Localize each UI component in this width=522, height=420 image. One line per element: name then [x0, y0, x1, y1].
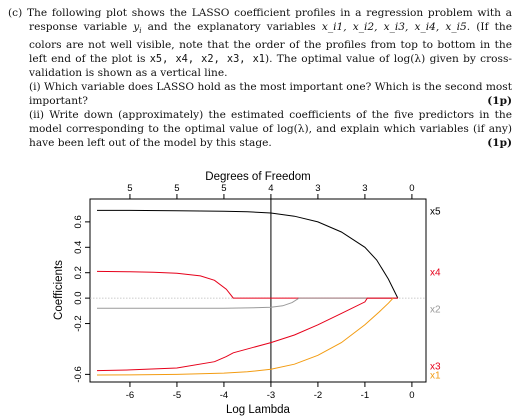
intro-text-1: The following plot shows the LASSO coefficient profiles in a regression problem with a response variable: [26, 7, 512, 33]
y-axis: [73, 215, 90, 382]
part-i-points: (1p): [487, 95, 512, 108]
top-tick-label: 5: [221, 183, 227, 194]
y-tick-label: -0.6: [73, 366, 84, 383]
top-axis-title: Degrees of Freedom: [205, 171, 311, 183]
top-axis: [127, 183, 414, 199]
top-tick-label: 0: [409, 183, 415, 194]
intro-text-4: ). The optimal value of log(λ) given by cross-validation is shown as a vertical line.: [29, 53, 512, 80]
x-tick-label: 0: [409, 390, 415, 401]
y-tick-label: 0.0: [73, 291, 84, 305]
plot-box: [90, 199, 426, 382]
coefficient-profiles: [97, 210, 398, 375]
y-axis-label: Coefficients: [53, 260, 65, 320]
series-label-x3: x3: [430, 361, 441, 373]
explanatory-variables: x_i1, x_i2, x_i3, x_i4, x_i5: [321, 21, 467, 33]
variable-order: x5, x4, x2, x3, x1: [149, 53, 266, 66]
top-tick-label: 4: [268, 183, 274, 194]
series-line-x4: [97, 271, 398, 298]
top-tick-label: 3: [362, 183, 368, 194]
top-tick-label: 3: [315, 183, 321, 194]
series-labels: [430, 206, 441, 381]
top-tick-label: 5: [127, 183, 133, 194]
x-tick-label: -3: [266, 390, 276, 401]
series-label-x5: x5: [430, 206, 441, 218]
part-ii-text: (ii) Write down (approximately) the estimated coefficients of the five predictors in the model corresponding to the optimal value of log(λ), and explain which variables (if any) have been left out of the model by this stage.: [29, 109, 512, 150]
y-tick-label: 0.2: [73, 266, 84, 280]
response-variable: $y_i$: [133, 21, 142, 36]
y-tick-label: -0.2: [73, 315, 84, 332]
x-axis: [126, 382, 415, 401]
x-tick-label: -4: [219, 390, 229, 401]
part-i-text: (i) Which variable does LASSO hold as the most important one? Which is the second most important?: [29, 81, 512, 108]
series-label-x1: x1: [430, 370, 441, 382]
x-axis-label: Log Lambda: [226, 404, 290, 416]
x-tick-label: -6: [125, 390, 135, 401]
top-tick-label: 5: [174, 183, 180, 194]
series-label-x4: x4: [430, 267, 441, 279]
x-tick-label: -1: [360, 390, 370, 401]
y-tick-label: 0.4: [73, 240, 84, 254]
part-ii-points: (1p): [487, 137, 512, 150]
x-tick-label: -5: [172, 390, 182, 401]
series-line-x5: [97, 210, 398, 298]
x-tick-label: -2: [313, 390, 323, 401]
series-label-x2: x2: [430, 304, 441, 316]
y-tick-label: 0.6: [73, 215, 84, 229]
series-line-x2: [97, 298, 398, 308]
question-label: (c): [8, 7, 23, 19]
intro-text-3: . (If the colors are not well visible, note that the order of the profiles from top to bottom in the left end of the plot is: [29, 21, 512, 66]
intro-text-2: and the explanatory variables: [141, 21, 322, 33]
